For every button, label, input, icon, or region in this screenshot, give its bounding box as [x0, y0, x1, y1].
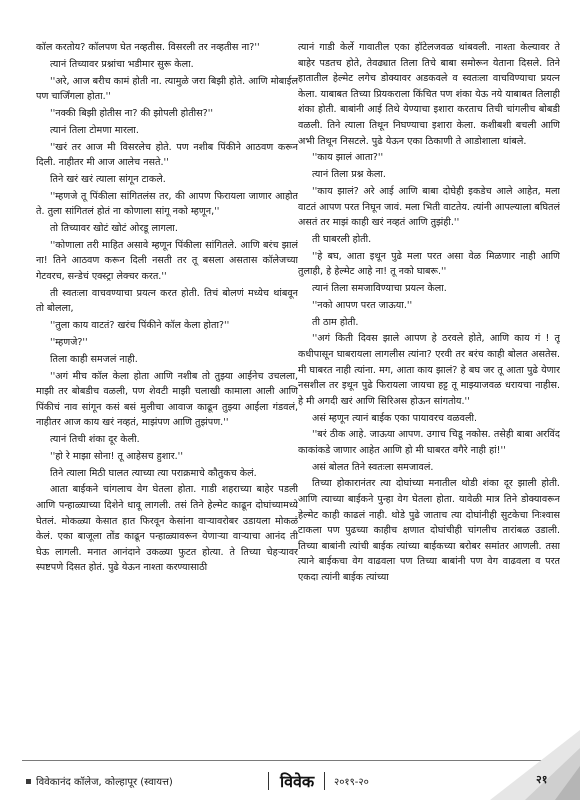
magazine-logo: विवेक	[280, 772, 315, 791]
paragraph: त्यानं तिला प्रश्न केला.	[312, 169, 386, 181]
footer-bullet-icon	[26, 779, 31, 784]
paragraph: ''म्हणजे तू पिंकीला सांगितलंस तर, की आपण फिरायला जाणार आहोत ते. तुला सांगितलं होतं ना कोणाला सांगू नको म्हणून,''	[36, 190, 298, 218]
paragraph: कॉल करतोय? कॉलपण घेत नव्हतीस. विसरली तर नव्हतीस ना?''	[36, 42, 260, 53]
paragraph: ती घाबरली होती.	[312, 233, 372, 245]
paragraph: ''हे बघ, आता इथून पुढे मला परत असा वेळ मिळणार नाही आणि तुलाही, हे हेल्मेट आहे ना! तू नको घाबरू.''	[298, 250, 560, 278]
paragraph: ''अगं मीच कॉल केला होता आणि नशीब तो तुझ्या आईनेच उचलला, माझी तर बोबडीच वळली, पण शेवटी माझी चलाखी कामाला आली आणि पिंकीचं नाव सांगून कसं बसं मुलीचा आवाज काढून तुझ्या आईला गंडवलं, नाहीतर आज काय खरं नव्हतं, माझंपण आणि तुझंपण.''	[36, 370, 298, 429]
paragraph: असं बोलत तिने स्वतःला समजावलं.	[312, 461, 434, 473]
paragraph: ''अगं किती दिवस झाले आपण हे ठरवले होते, आणि काय गं ! तू कधीपासून घाबरायला लागलीस त्यांना? एरवी तर बरंच काही बोलत असतेस. मी घाबरत नाही त्यांना. मग, आता काय झालं? हे बघ जर तू आता पुढे येणार नसशील तर इथून पुढे फिरायला जायचा हट्ट तू माझ्याजवळ धरायचा नाहीस. हे मी अगदी खरं आणि सिरिअस होऊन सांगतोय.''	[298, 333, 560, 407]
paragraph: तिने त्याला मिठी घालत त्याच्या त्या पराक्रमाचे कौतुकच केलं.	[50, 467, 257, 479]
paragraph: तिच्या होकारानंतर त्या दोघांच्या मनातील थोडी शंका दूर झाली होती. आणि त्याच्या बाईकने पुन्हा वेग घेतला होता. यावेळी मात्र तिने डोक्यावरून हेल्मेट काही काढलं नाही. थोडे पुढे जाताच त्या दोघांनीही सुटकेचा निःश्वास टाकला पण पुढच्या काहीच क्षणात दोघांचीही चांगलीच तारांबळ उडाली. तिच्या बाबांनी त्यांची बाईक त्यांच्या बाईकच्या बरोबर समांतर आणली. तसा त्याने बाईकचा वेग वाढवला पण तिच्या बाबांनी पण वेग वाढवला व परत एकदा त्यांनी बाईक त्यांच्या	[298, 478, 560, 584]
paragraph: त्यानं तिची शंका दूर केली.	[50, 434, 140, 446]
paragraph: त्यानं तिच्यावर प्रश्नांचा भडीमार सुरू केला.	[50, 58, 194, 70]
paragraph: आता बाईकने चांगलाच वेग घेतला होता. गाडी शहराच्या बाहेर पडली आणि पन्हाळ्याच्या दिशेने धावू लागली. तसं तिने हेल्मेट काढून दोघांच्यामध्ये घेतलं. मोकळ्या केसात हात फिरवून केसांना वाऱ्यावरोबर उडायला मोकळं केलं. एका बाजूला तोंड काढून पन्हाळ्यावरून येणाऱ्या वाऱ्याचा आनंद ती घेऊ लागली. मनात आनंदाने उकळ्या फुटत होत्या. ते तिच्या चेहऱ्यावर स्पष्टपणे दिसत होतं. पुढे येऊन नाश्ता करण्यासाठी	[36, 484, 298, 574]
paragraph: ''नको आपण परत जाऊया.''	[312, 299, 413, 311]
page-number: २१	[536, 773, 548, 786]
paragraph: तिला काही समजलं नाही.	[50, 353, 138, 365]
paragraph: त्यानं गाडी केर्ले गावातील एका हॉटेलजवळ थांबवली. नाश्ता केल्यावर ते बाहेर पडतच होते, तेवढ्यात तिला तिचे बाबा समोरून येताना दिसले. तिने हातातील हेल्मेट लगेच डोक्यावर अडकवले व स्वतःला वाचविण्याचा प्रयत्न केला. याबाबत तिच्या प्रियकराला किंचित पण शंका येऊ नये याबाबत तिलाही शंका होती. बाबांनी आई तिथे येण्याचा इशारा करताच तिची चांगलीच बोबडी वळली. तिने त्याला तिथून निघण्याचा इशारा केला. कशीबशी बचली आणि अभी तिथून निसटले. पुढे येऊन एका ठिकाणी ते आडोशाला थांबले.	[298, 42, 560, 147]
academic-year: २०१९-२०	[334, 777, 369, 788]
footer-divider	[324, 772, 325, 790]
paragraph: ''हो रे माझा सोना! तू आहेसच हुशार.''	[50, 450, 183, 462]
paragraph: ती स्वतःला वाचवण्याचा प्रयत्न करत होती. तिचं बोलणं मध्येच थांबवून तो बोलला,	[36, 287, 298, 315]
left-text-column	[36, 40, 298, 768]
paragraph: ''काय झालं आता?''	[312, 152, 384, 164]
paragraph: ''बरं ठीक आहे. जाऊया आपण. उगाच चिडू नकोस. तसेही बाबा अरविंद काकांकडे जाणार आहेत आणि हो मी घाबरत वगैरे नाही हां!''	[298, 429, 560, 456]
paragraph: ''काय झालं? अरे आई आणि बाबा दोघेही इकडेच आले आहेत, मला वाटतं आपण परत निघून जावं. मला भिती वाटतेय. त्यांनी आपल्याला बघितलं असतं तर माझं काही खरं नव्हतं आणि तुझंही.''	[298, 185, 560, 229]
paragraph: ''कोणाला तरी माहित असावे म्हणून पिंकीला सांगितले. आणि बरंच झालं ना! तिने आठवण करून दिली नसती तर तू बसला असतास कॉलेजच्या गेटवरच, सन्डेचं एक्स्ट्रा लेक्चर करत.''	[36, 239, 298, 282]
footer-divider	[268, 772, 269, 790]
paragraph: असं म्हणून त्यानं बाईक एका पायावरच वळवली.	[312, 412, 478, 424]
paragraph: ''खरं तर आज मी विसरलेच होते. पण नशीब पिंकीने आठवण करून दिली. नाहीतर मी आज आलेच नसते.''	[36, 141, 298, 169]
paragraph: ''तुला काय वाटतं? खरंच पिंकीने कॉल केला होता?''	[50, 320, 230, 332]
paragraph: ''म्हणजे?''	[50, 336, 88, 348]
paragraph: ती ठाम होती.	[312, 316, 359, 328]
paragraph: त्यानं तिला टोमणा मारला.	[50, 124, 139, 136]
paragraph: ''नक्की बिझी होतीस ना? की झोपली होतीस?''	[50, 107, 214, 119]
right-text-column	[298, 40, 560, 768]
corner-decoration-icon	[470, 730, 580, 800]
paragraph: तिने खरं खरं त्याला सांगून टाकले.	[50, 173, 166, 185]
paragraph: तो तिच्यावर खोटं खोटं ओरडू लागला.	[50, 223, 178, 235]
paragraph: त्यानं तिला समजाविण्याचा प्रयत्न केला.	[312, 283, 447, 295]
paragraph: ''अरे, आज बरीच कामं होती ना. त्यामुळे जरा बिझी होते. आणि मोबाईल पण चार्जिंगला होता.''	[36, 75, 298, 103]
college-name: विवेकानंद कॉलेज, कोल्हापूर (स्वायत्त)	[36, 777, 173, 788]
